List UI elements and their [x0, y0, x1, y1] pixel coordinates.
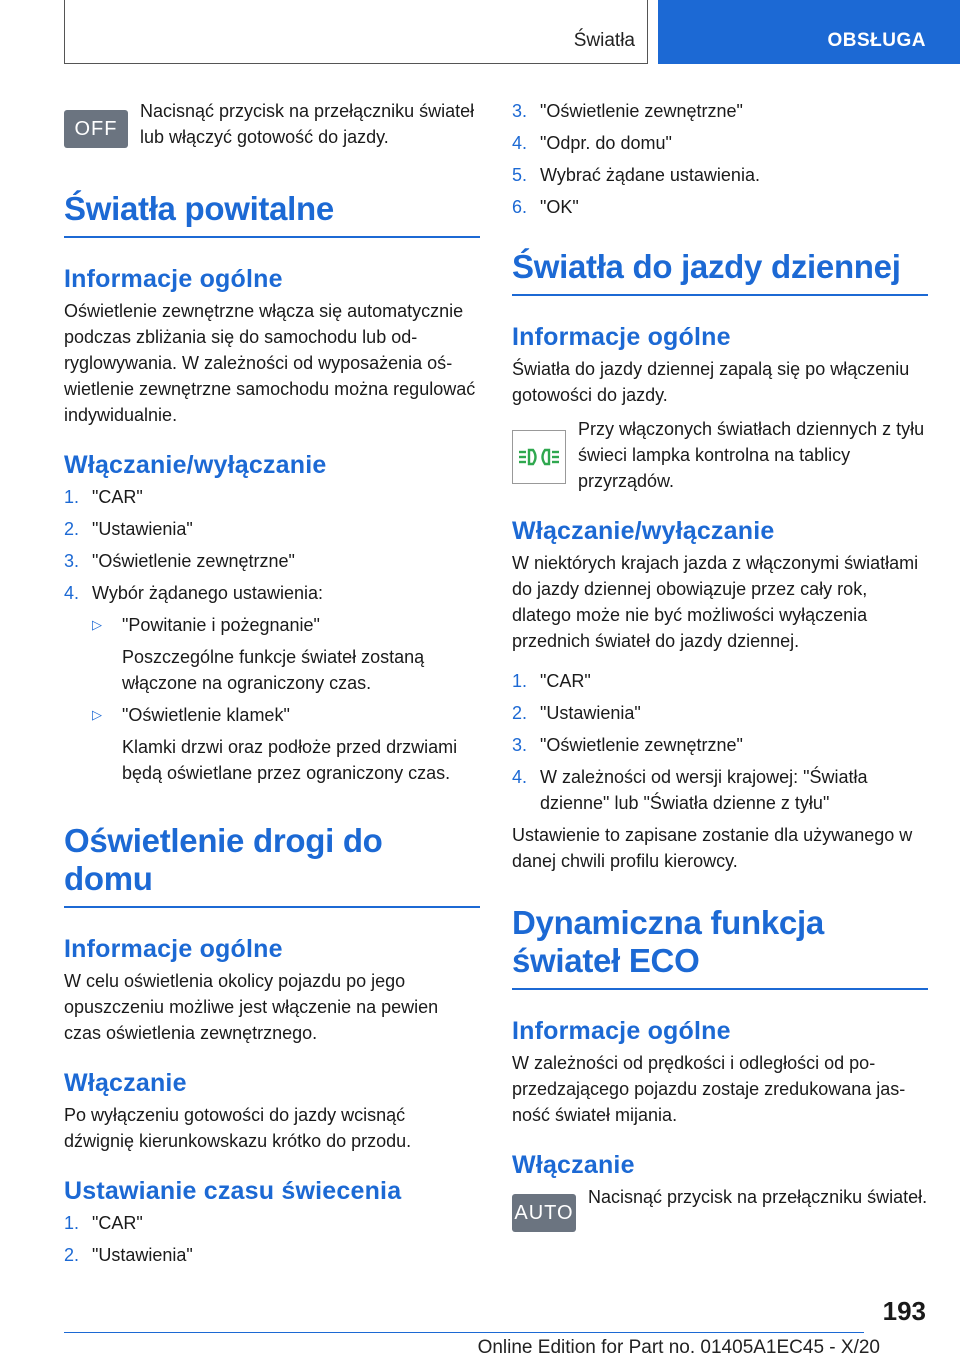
eco-on-heading: Włączanie: [512, 1151, 635, 1179]
option-item: ▷ "Oświetlenie klamek" Klamki drzwi oraz podłoże przed drzwiami będą oświetlane przez ograniczony czas.: [92, 702, 480, 786]
home-lighting-title: Oświetlenie drogi do domu: [64, 822, 480, 908]
welcome-info-text: Oświetlenie zewnętrzne włącza się automatycznie podczas zbliżania się do samochodu lub odryglowywania. W zależności od wyposażenia oświetlenie zewnętrzne samochodu można regulować indywidualnie.: [64, 301, 476, 425]
welcome-lights-title: Światła powitalne: [64, 190, 480, 238]
list-item: 5. Wybrać żądane ustawienia.: [512, 165, 760, 185]
header-chapter-tab: [658, 0, 960, 64]
home-info-text: W celu oświetlenia okolicy pojazdu po jego opuszczeniu możliwe jest włączenie na pewien czas oświetlenia zewnętrznego.: [64, 971, 439, 1043]
list-item: 3. "Oświetlenie zewnętrzne": [512, 101, 743, 121]
option-item: ▷ "Powitanie i pożegnanie" Poszczególne funkcje świateł zostaną włączone na ograniczony czas.: [92, 612, 480, 696]
left-column: [64, 98, 480, 1274]
off-button-icon: OFF: [64, 110, 128, 148]
home-time-heading: Ustawianie czasu świecenia: [64, 1177, 402, 1205]
auto-button-icon: AUTO: [512, 1194, 576, 1232]
list-item: 2. "Ustawienia": [512, 703, 641, 723]
header-section-box: [64, 0, 648, 64]
drl-onoff-text: W niektórych krajach jazda z włączonymi światłami do jazdy dziennej obowiązuje przez cały rok, dlatego może nie być możliwości wyłączenia przednich świateł do jazdy dziennej.: [512, 553, 919, 651]
home-time-steps-continued: [512, 98, 928, 220]
list-item: 4. "Odpr. do domu": [512, 133, 672, 153]
drl-indicator-text: Przy włączonych światłach dziennych z tyłu świeci lampka kontrolna na tablicy przyrządów.: [578, 419, 925, 491]
list-item: 3. "Oświetlenie zewnętrzne": [512, 735, 743, 755]
right-column: [512, 98, 928, 1232]
triangle-bullet-icon: ▷: [92, 707, 102, 722]
triangle-bullet-icon: ▷: [92, 617, 102, 632]
welcome-info-heading: Informacje ogólne: [64, 265, 283, 293]
home-time-steps: [64, 1210, 480, 1268]
footer-divider: [64, 1332, 864, 1333]
list-item: 4. W zależności od wersji krajowej: "Światła dzienne" lub "Światła dzienne z tyłu": [512, 767, 868, 813]
header-chapter-title: OBSŁUGA: [827, 30, 926, 51]
drl-onoff-heading: Włączanie/wyłączanie: [512, 517, 775, 545]
auto-instruction-text: Nacisnąć przycisk na przełączniku świateł.: [588, 1187, 928, 1207]
home-on-text: Po wyłączeniu gotowości do jazdy wcisnąć dźwignię kierunkowskazu krótko do przodu.: [64, 1105, 412, 1151]
list-item: 4. Wybór żądanego ustawienia: ▷ "Powitanie i pożegnanie" Poszczególne funkcje świateł zostaną włączone na ograniczony czas. ▷ "Oświetlenie klamek" Klamki drzwi oraz podłoże przed drzwiami będą oświetlane przez ograniczony czas.: [64, 580, 480, 792]
drl-info-heading: Informacje ogólne: [512, 323, 731, 351]
drl-steps: [512, 668, 928, 816]
list-item: 6. "OK": [512, 197, 579, 217]
drl-title: Światła do jazdy dziennej: [512, 248, 928, 296]
welcome-steps: [64, 484, 480, 792]
list-item: 1. "CAR": [64, 487, 143, 507]
off-instruction-text: Nacisnąć przycisk na przełączniku świateł lub włączyć gotowość do jazdy.: [140, 101, 475, 147]
page-number: 193: [882, 1296, 926, 1326]
welcome-options: [92, 612, 480, 786]
drl-save-text: Ustawienie to zapisane zostanie dla używanego w danej chwili profilu kierowcy.: [512, 825, 913, 871]
list-item: 2. "Ustawienia": [64, 1245, 193, 1265]
list-item: 3. "Oświetlenie zewnętrzne": [64, 551, 295, 571]
list-item: 1. "CAR": [64, 1213, 143, 1233]
off-instruction: [64, 98, 480, 150]
drl-indicator-note: [512, 416, 928, 494]
edition-text: Online Edition for Part no. 01405A1EC45 - X/20: [477, 1337, 880, 1358]
daytime-lights-indicator-icon: [512, 430, 566, 484]
header-section-title: Światła: [573, 30, 635, 51]
drl-info-text: Światła do jazdy dziennej zapalą się po włączeniu gotowości do jazdy.: [512, 359, 910, 405]
welcome-onoff-heading: Włączanie/wyłączanie: [64, 451, 327, 479]
auto-instruction: [512, 1184, 928, 1232]
eco-lights-title: Dynamiczna funkcja świateł ECO: [512, 904, 928, 990]
list-item: 1. "CAR": [512, 671, 591, 691]
eco-info-heading: Informacje ogólne: [512, 1017, 731, 1045]
list-item: 2. "Ustawienia": [64, 519, 193, 539]
home-on-heading: Włączanie: [64, 1069, 187, 1097]
eco-info-text: W zależności od prędkości i odległości od poprzedzającego pojazdu zostaje zredukowana jasność świateł mijania.: [512, 1053, 906, 1125]
home-info-heading: Informacje ogólne: [64, 935, 283, 963]
